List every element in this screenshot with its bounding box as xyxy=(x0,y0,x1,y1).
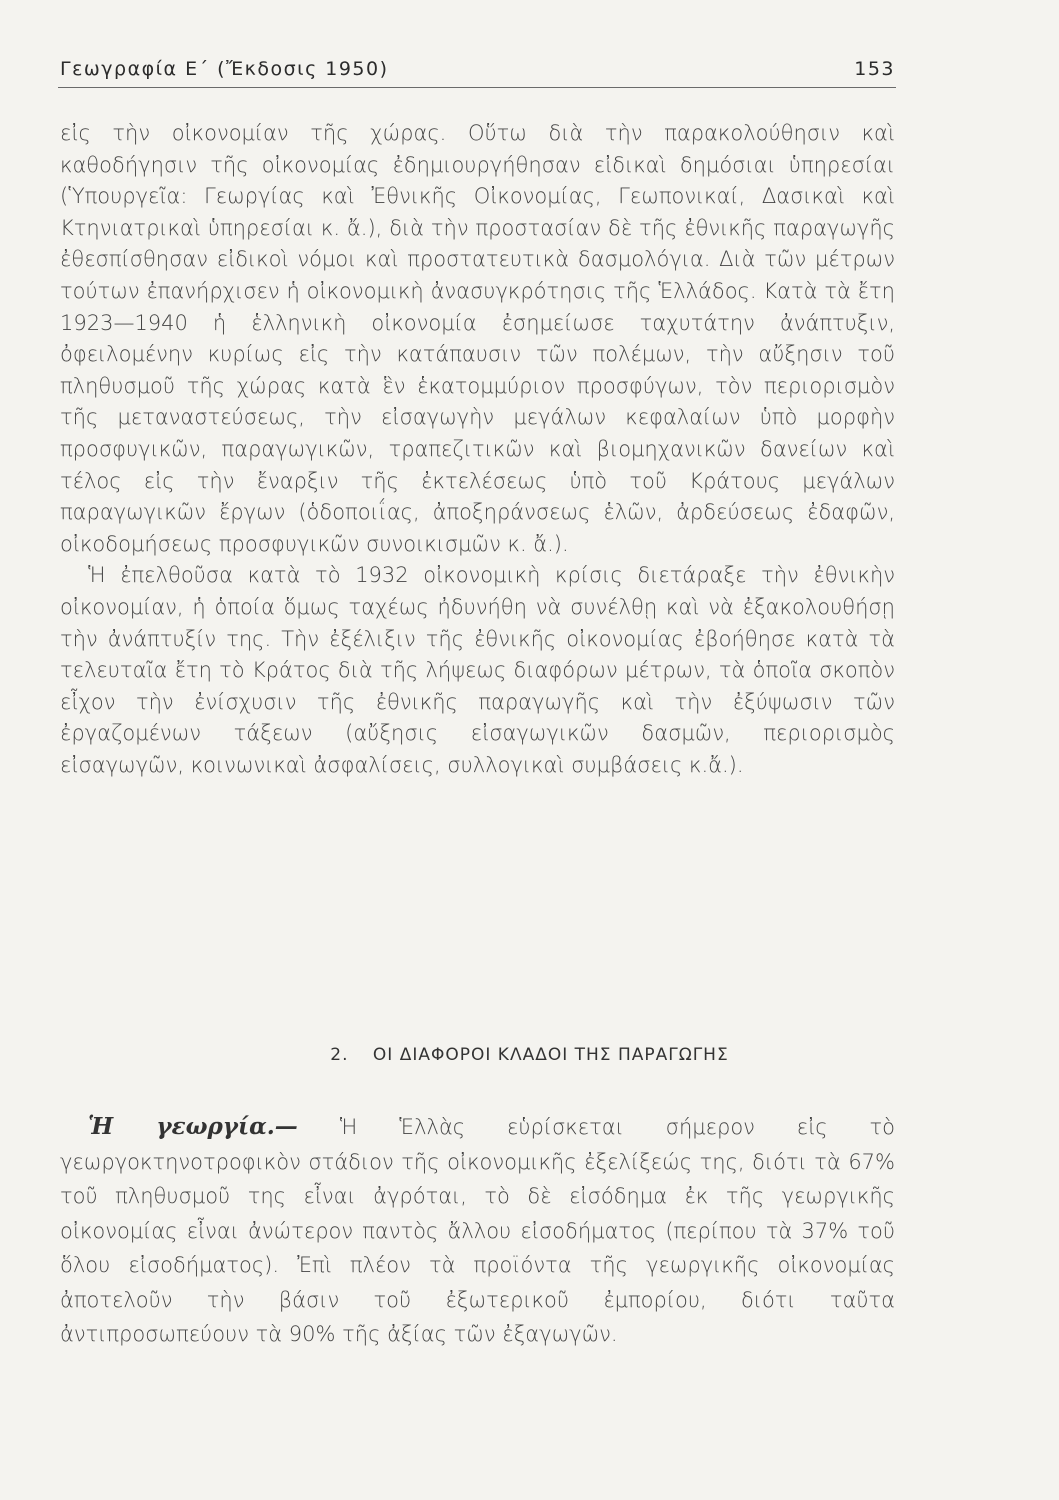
paragraph-3-text: Ἡ Ἑλλὰς εὑρίσκεται σήμερον εἰς τὸ γεωργοκτηνοτροφικὸν στάδιον τῆς οἰκονομικῆς ἐξελίξεώς της, διότι τὰ 67% τοῦ πληθυσμοῦ της εἶναι ἀγρόται, τὸ δὲ εἰσόδημα ἐκ τῆς γεωργικῆς οἰκονομίας εἶναι ἀνώτερον παντὸς ἄλλου εἰσοδήματος (περίπου τὰ 37% τοῦ ὅλου εἰσοδήματος). Ἐπὶ πλέον τὰ προϊόντα τῆς γεωργικῆς οἰκονομίας ἀποτελοῦν τὴν βάσιν τοῦ ἐξωτερικοῦ ἐμπορίου, διότι ταῦτα ἀντιπροσωπεύουν τὰ 90% τῆς ἀξίας τῶν ἐξαγωγῶν. xyxy=(60,1115,895,1346)
run-in-heading: Ἡ γεωργία.— xyxy=(88,1113,298,1140)
paragraph-2: Ἡ ἐπελθοῦσα κατὰ τὸ 1932 οἰκονομικὴ κρίσις διετάραξε τὴν ἐθνικὴν οἰκονομίαν, ἡ ὁποία ὅμως ταχέως ἠδυνήθη νὰ συνέλθῃ καὶ νὰ ἐξακολουθήσῃ τὴν ἀνάπτυξίν της. Τὴν ἐξέλιξιν τῆς ἐθνικῆς οἰκονομίας ἐβοήθησε κατὰ τὰ τελευταῖα ἔτη τὸ Κράτος διὰ τῆς λήψεως διαφόρων μέτρων, τὰ ὁποῖα σκοπὸν εἶχον τὴν ἐνίσχυσιν τῆς ἐθνικῆς παραγωγῆς καὶ τὴν ἐξύψωσιν τῶν ἐργαζομένων τάξεων (αὔξησις εἰσαγωγικῶν δασμῶν, περιορισμὸς εἰσαγωγῶν, κοινωνικαὶ ἀσφαλίσεις, συλλογικαὶ συμβάσεις κ.ἄ.). xyxy=(60,563,895,777)
section-number: 2. xyxy=(330,1045,349,1065)
page-number: 153 xyxy=(854,58,895,80)
section-title: ΟΙ ΔΙΑΦΟΡΟΙ ΚΛΑΔΟΙ ΤΗΣ ΠΑΡΑΓΩΓΗΣ xyxy=(372,1045,729,1065)
running-title: Γεωγραφία Ε΄ (Ἔκδοσις 1950) xyxy=(60,58,389,80)
paragraph-3 xyxy=(60,1110,895,1352)
paragraph-1: εἰς τὴν οἰκονομίαν τῆς χώρας. Οὕτω διὰ τὴν παρακολούθησιν καὶ καθοδήγησιν τῆς οἰκονομίας ἐδημιουργήθησαν εἰδικαὶ δημόσιαι ὑπηρεσίαι (Ὑπουργεῖα: Γεωργίας καὶ Ἐθνικῆς Οἰκονομίας, Γεωπονικαί, Δασικαὶ καὶ Κτηνιατρικαὶ ὑπηρεσίαι κ. ἄ.), διὰ τὴν προστασίαν δὲ τῆς ἐθνικῆς παραγωγῆς ἐθεσπίσθησαν εἰδικοὶ νόμοι καὶ προστατευτικὰ δασμολόγια. Διὰ τῶν μέτρων τούτων ἐπανήρχισεν ἡ οἰκονομικὴ ἀνασυγκρότησις τῆς Ἑλλάδος. Κατὰ τὰ ἔτη 1923—1940 ἡ ἑλληνικὴ οἰκονομία ἐσημείωσε ταχυτάτην ἀνάπτυξιν, ὀφειλομένην κυρίως εἰς τὴν κατάπαυσιν τῶν πολέμων, τὴν αὔξησιν τοῦ πληθυσμοῦ τῆς χώρας κατὰ ἓν ἑκατομμύριον προσφύγων, τὸν περιορισμὸν τῆς μεταναστεύσεως, τὴν εἰσαγωγὴν μεγάλων κεφαλαίων ὑπὸ μορφὴν προσφυγικῶν, παραγωγικῶν, τραπεζιτικῶν καὶ βιομηχανικῶν δανείων καὶ τέλος εἰς τὴν ἔναρξιν τῆς ἐκτελέσεως ὑπὸ τοῦ Κράτους μεγάλων παραγωγικῶν ἔργων (ὁδοποιΐας, ἀποξηράνσεως ἑλῶν, ἀρδεύσεως ἐδαφῶν, οἰκοδομήσεως προσφυγικῶν συνοικισμῶν κ. ἄ.). xyxy=(60,121,895,556)
section-text xyxy=(60,1110,895,1352)
header-rule xyxy=(58,87,896,88)
section-heading xyxy=(0,1045,1059,1065)
page-header xyxy=(60,58,895,80)
main-text xyxy=(60,118,895,781)
